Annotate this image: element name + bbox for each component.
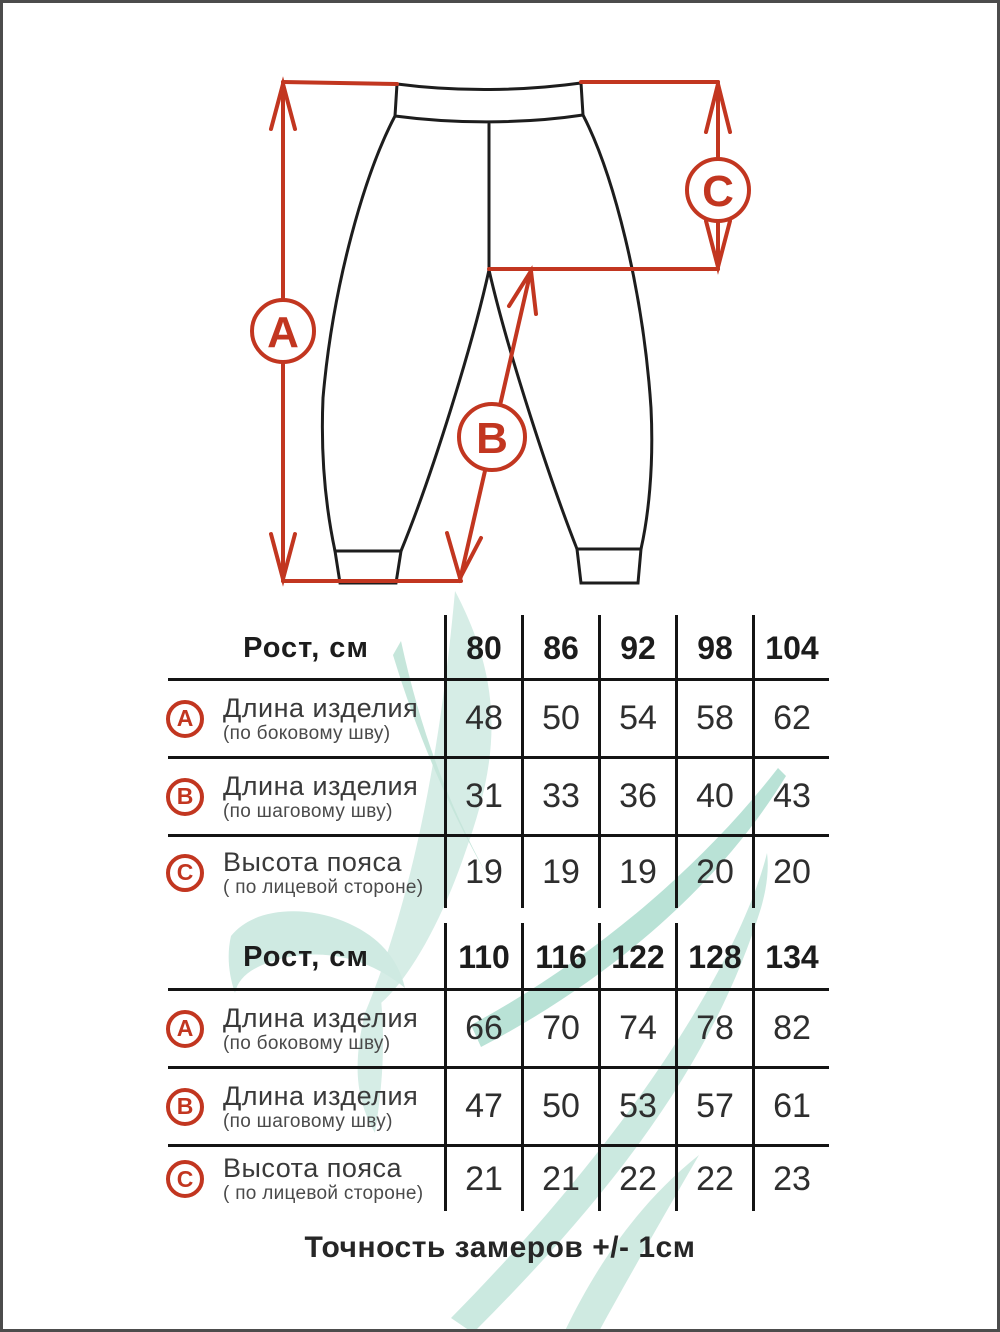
measure-c-badge (687, 159, 749, 221)
table-cell: 19 (444, 837, 521, 908)
svg-text:B: B (476, 414, 508, 463)
row-subtitle: (по боковому шву) (223, 722, 391, 744)
measure-b-badge (459, 404, 525, 470)
table-cell: 22 (675, 1147, 752, 1211)
row-title: Длина изделия (223, 770, 419, 801)
row-label-waistband-height (168, 837, 444, 908)
row-badge-b: B (166, 778, 204, 816)
measurement-lines (271, 82, 730, 581)
pants-outline (322, 83, 651, 583)
row-label-side-length (168, 678, 444, 759)
table-cell: 21 (521, 1147, 598, 1211)
size-column-header: 128 (675, 923, 752, 991)
left-outer-seam (322, 116, 395, 551)
table-cell: 61 (752, 1069, 829, 1147)
row-subtitle: (по шаговому шву) (223, 1110, 393, 1132)
row-label-inseam-length (168, 759, 444, 837)
size-column-header: 110 (444, 923, 521, 991)
row-badge-c: C (166, 854, 204, 892)
table-cell: 50 (521, 1069, 598, 1147)
table-cell: 62 (752, 678, 829, 759)
table-cell: 48 (444, 678, 521, 759)
height-header-label: Рост, см (243, 940, 369, 973)
table-cell: 50 (521, 678, 598, 759)
right-outer-seam (583, 115, 652, 549)
right-cuff (577, 549, 641, 583)
table-cell: 82 (752, 988, 829, 1069)
row-badge-a: A (166, 1010, 204, 1048)
size-column-header: 80 (444, 615, 521, 681)
size-table-80-104 (168, 615, 829, 908)
size-column-header: 86 (521, 615, 598, 681)
table-cell: 40 (675, 759, 752, 837)
table-cell: 23 (752, 1147, 829, 1211)
size-column-header: 116 (521, 923, 598, 991)
row-title: Высота пояса (223, 1153, 402, 1184)
table-cell: 70 (521, 988, 598, 1069)
table-cell: 19 (521, 837, 598, 908)
table-cell: 43 (752, 759, 829, 837)
table-cell: 22 (598, 1147, 675, 1211)
table-cell: 36 (598, 759, 675, 837)
height-header-label: Рост, см (243, 631, 369, 664)
row-label-side-length (168, 988, 444, 1069)
svg-text:A: A (267, 308, 299, 357)
row-subtitle: ( по лицевой стороне) (223, 1183, 424, 1205)
row-label-waistband-height (168, 1147, 444, 1211)
table-cell: 47 (444, 1069, 521, 1147)
table-cell: 33 (521, 759, 598, 837)
table-cell: 66 (444, 988, 521, 1069)
row-subtitle: (по шаговому шву) (223, 800, 393, 822)
row-title: Длина изделия (223, 1080, 419, 1111)
table-cell: 19 (598, 837, 675, 908)
row-title: Высота пояса (223, 846, 402, 877)
row-title: Длина изделия (223, 1002, 419, 1033)
pants-measurement-diagram (3, 3, 1000, 603)
row-label-inseam-length (168, 1069, 444, 1147)
left-cuff (335, 551, 401, 583)
size-column-header: 104 (752, 615, 829, 681)
table-cell: 58 (675, 678, 752, 759)
accuracy-note: Точность замеров +/- 1см (304, 1231, 696, 1264)
row-title: Длина изделия (223, 692, 419, 723)
svg-text:C: C (702, 167, 734, 216)
table-cell: 21 (444, 1147, 521, 1211)
table-cell: 54 (598, 678, 675, 759)
size-column-header: 92 (598, 615, 675, 681)
table-cell: 20 (675, 837, 752, 908)
row-subtitle: ( по лицевой стороне) (223, 876, 424, 898)
table-cell: 74 (598, 988, 675, 1069)
row-badge-c: C (166, 1160, 204, 1198)
row-badge-a: A (166, 700, 204, 738)
size-column-header: 134 (752, 923, 829, 991)
measure-a-badge (252, 300, 314, 362)
size-column-header: 98 (675, 615, 752, 681)
table-header-label-cell (168, 615, 444, 681)
table-cell: 78 (675, 988, 752, 1069)
row-badge-b: B (166, 1088, 204, 1126)
waistband (395, 83, 583, 122)
table-cell: 20 (752, 837, 829, 908)
row-subtitle: (по боковому шву) (223, 1032, 391, 1054)
size-table-110-134 (168, 923, 829, 1211)
size-column-header: 122 (598, 923, 675, 991)
table-header-label-cell (168, 923, 444, 991)
table-cell: 57 (675, 1069, 752, 1147)
table-cell: 53 (598, 1069, 675, 1147)
table-cell: 31 (444, 759, 521, 837)
